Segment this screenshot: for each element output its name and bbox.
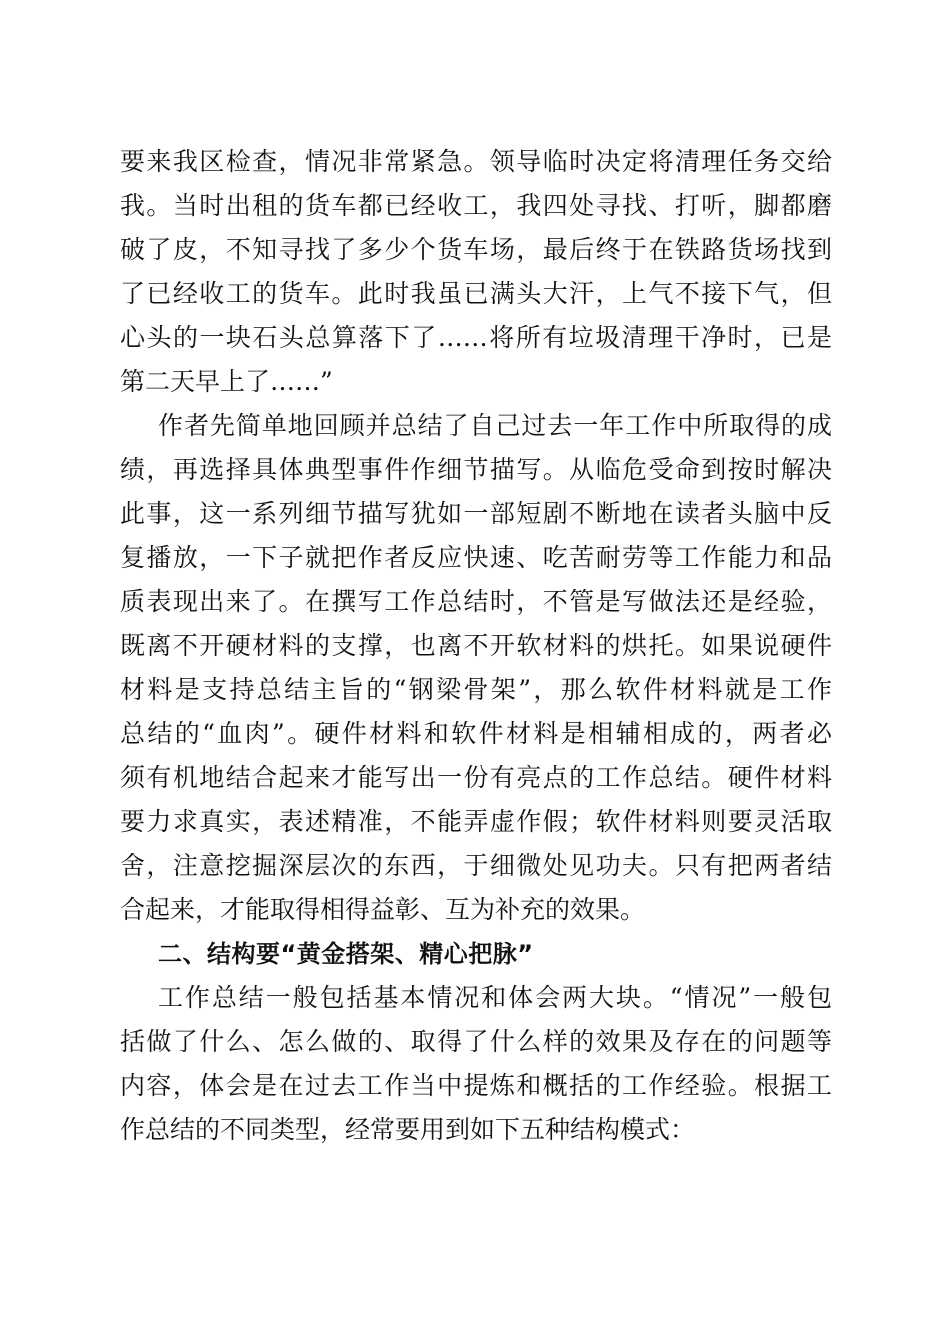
text-line: 须有机地结合起来才能写出一份有亮点的工作总结。硬件材料 <box>120 763 832 792</box>
text-line: 了已经收工的货车。此时我虽已满头大汗，上气不接下气，但 <box>120 279 832 308</box>
body-text <box>120 140 832 1152</box>
section-heading: 二、结构要“黄金搭架、精心把脉” <box>158 940 534 968</box>
text-line: 要力求真实，表述精准，不能弄虚作假；软件材料则要灵活取 <box>120 807 832 836</box>
text-line: 我。当时出租的货车都已经收工，我四处寻找、打听，脚都磨 <box>120 191 832 220</box>
text-line: 此事，这一系列细节描写犹如一部短剧不断地在读者头脑中反 <box>120 499 832 528</box>
text-line: 复播放，一下子就把作者反应快速、吃苦耐劳等工作能力和品 <box>120 543 832 572</box>
text-line: 既离不开硬材料的支撑，也离不开软材料的烘托。如果说硬件 <box>120 631 832 660</box>
text-line: 总结的“血肉”。硬件材料和软件材料是相辅相成的，两者必 <box>120 719 832 748</box>
text-line: 工作总结一般包括基本情况和体会两大块。“情况”一般包 <box>158 983 832 1012</box>
text-line: 舍，注意挖掘深层次的东西，于细微处见功夫。只有把两者结 <box>120 851 832 880</box>
text-line: 作者先简单地回顾并总结了自己过去一年工作中所取得的成 <box>158 411 832 440</box>
paragraph-continuation <box>120 140 832 404</box>
paragraph-structure <box>120 976 832 1152</box>
text-line: 作总结的不同类型，经常要用到如下五种结构模式： <box>120 1115 696 1144</box>
text-line: 要来我区检查，情况非常紧急。领导临时决定将清理任务交给 <box>120 147 832 176</box>
text-line: 括做了什么、怎么做的、取得了什么样的效果及存在的问题等 <box>120 1027 832 1056</box>
text-line: 心头的一块石头总算落下了……将所有垃圾清理干净时，已是 <box>120 323 832 352</box>
text-line: 第二天早上了……” <box>120 367 333 396</box>
text-line: 合起来，才能取得相得益彰、互为补充的效果。 <box>120 895 646 924</box>
text-line: 材料是支持总结主旨的“钢梁骨架”，那么软件材料就是工作 <box>120 675 832 704</box>
text-line: 破了皮，不知寻找了多少个货车场，最后终于在铁路货场找到 <box>120 235 832 264</box>
text-line: 绩，再选择具体典型事件作细节描写。从临危受命到按时解决 <box>120 455 832 484</box>
text-line: 质表现出来了。在撰写工作总结时，不管是写做法还是经验， <box>120 587 832 616</box>
paragraph-analysis <box>120 404 832 932</box>
text-line: 内容，体会是在过去工作当中提炼和概括的工作经验。根据工 <box>120 1071 832 1100</box>
